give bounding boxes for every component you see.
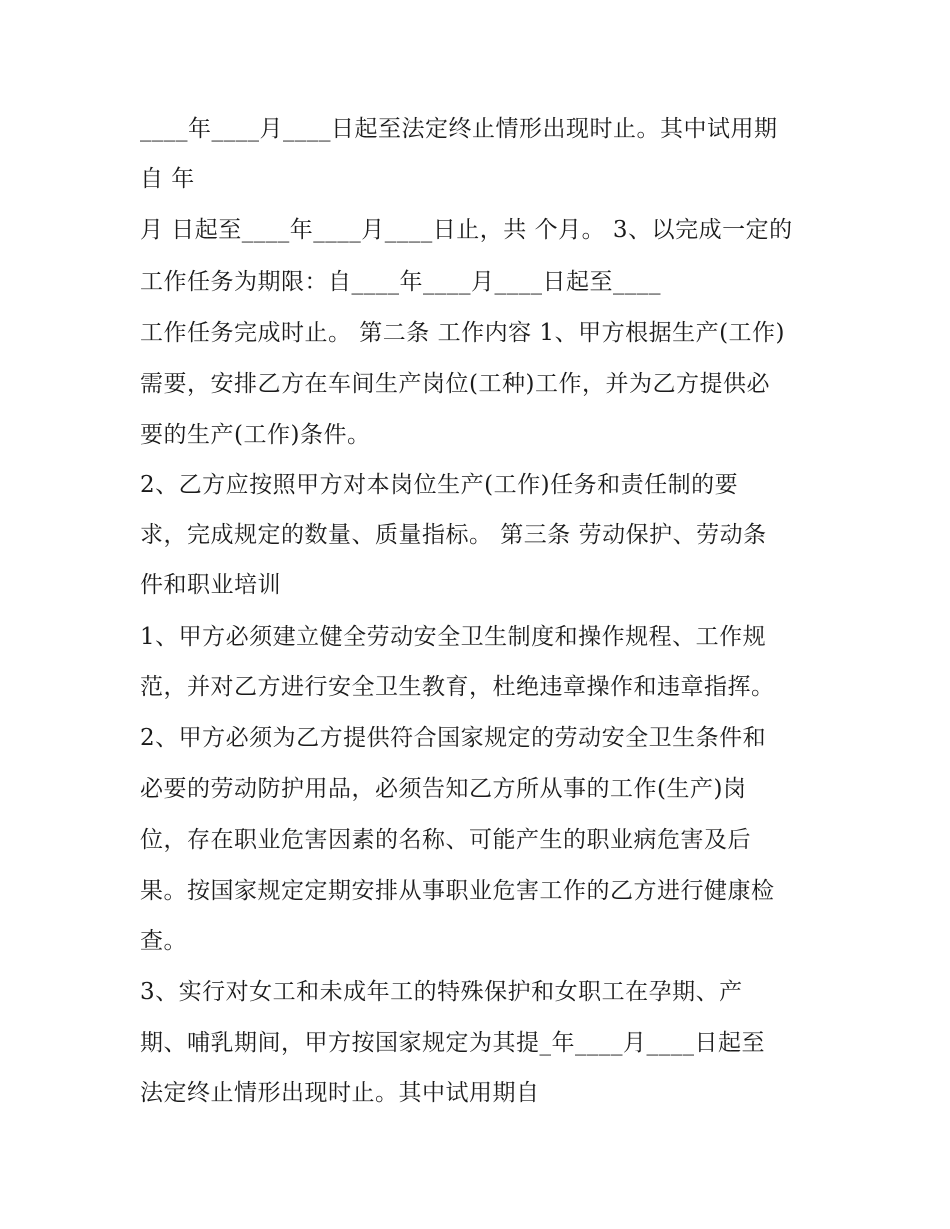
text-line: 工作任务完成时止。 第二条 工作内容 1、甲方根据生产(工作): [140, 320, 786, 346]
text-line: 自 年: [140, 166, 195, 192]
text-line: 求，完成规定的数量、质量指标。 第三条 劳动保护、劳动条: [140, 522, 767, 548]
text-line: 需要，安排乙方在车间生产岗位(工种)工作，并为乙方提供必: [140, 371, 770, 397]
text-line: 件和职业培训: [140, 572, 281, 598]
text-line: 1、甲方必须建立健全劳动安全卫生制度和操作规程、工作规: [140, 624, 767, 650]
text-line: 2、甲方必须为乙方提供符合国家规定的劳动安全卫生条件和: [140, 725, 767, 751]
text-line: 查。: [140, 928, 187, 954]
text-line: ____年____月____日起至法定终止情形出现时止。其中试用期: [140, 116, 778, 142]
text-line: 范，并对乙方进行安全卫生教育，杜绝违章操作和违章指挥。: [140, 674, 775, 700]
text-line: 要的生产(工作)条件。: [140, 422, 371, 448]
text-line: 月 日起至____年____月____日止，共 个月。 3、以完成一定的: [140, 217, 793, 243]
text-line: 2、乙方应按照甲方对本岗位生产(工作)任务和责任制的要: [140, 472, 739, 498]
text-line: 3、实行对女工和未成年工的特殊保护和女职工在孕期、产: [140, 979, 743, 1005]
text-line: 期、哺乳期间，甲方按国家规定为其提_年____月____日起至: [140, 1030, 765, 1056]
text-line: 法定终止情形出现时止。其中试用期自: [140, 1080, 540, 1106]
text-line: 果。按国家规定定期安排从事职业危害工作的乙方进行健康检: [140, 878, 775, 904]
text-line: 工作任务为期限：自____年____月____日起至____: [140, 269, 661, 295]
text-line: 必要的劳动防护用品，必须告知乙方所从事的工作(生产)岗: [140, 776, 747, 802]
text-line: 位，存在职业危害因素的名称、可能产生的职业病危害及后: [140, 827, 751, 853]
